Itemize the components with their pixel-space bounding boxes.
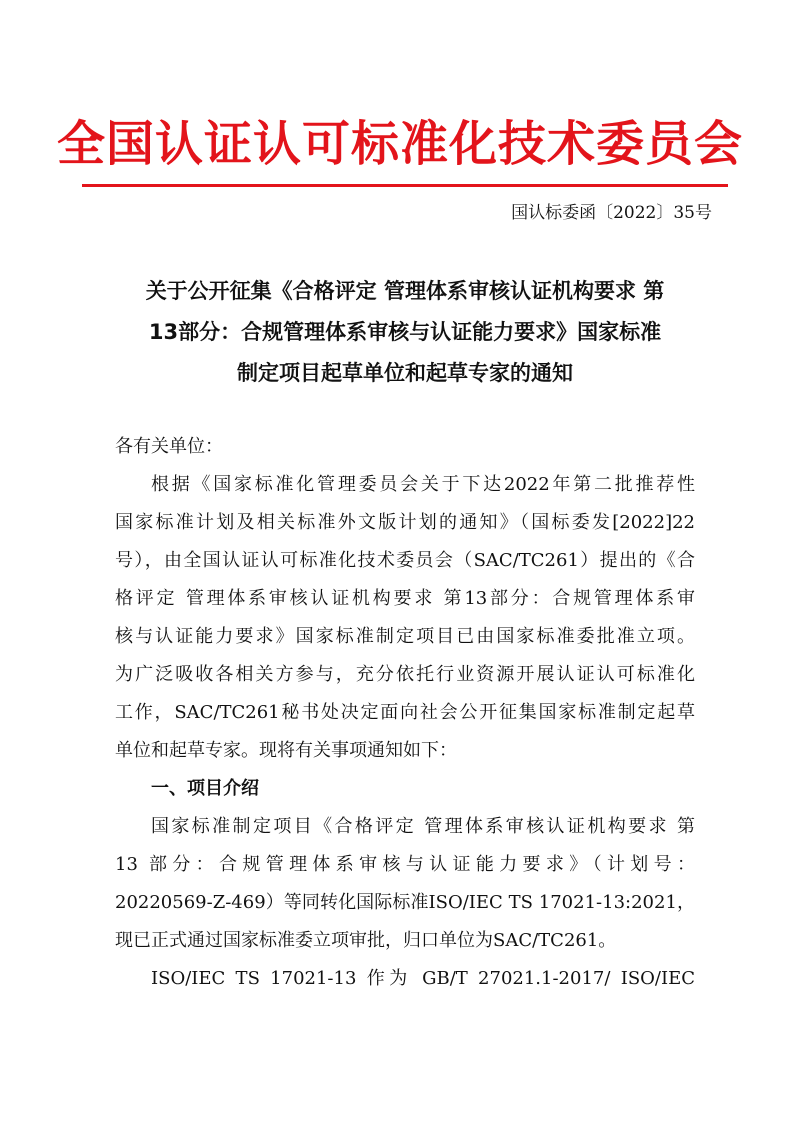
- paragraph-line: 核与认证能力要求》国家标准制定项目已由国家标准委批准立项。: [115, 626, 695, 647]
- paragraph-line: 工作，SAC/TC261秘书处决定面向社会公开征集国家标准制定起草: [115, 702, 695, 723]
- paragraph-line: ISO/IEC TS 17021-13 作为 GB/T 27021.1-2017/ ISO/IEC: [151, 968, 695, 989]
- paragraph-line: 号），由全国认证认可标准化技术委员会（SAC/TC261）提出的《合: [115, 550, 695, 571]
- notice-title-line: 关于公开征集《合格评定 管理体系审核认证机构要求 第: [145, 279, 665, 303]
- paragraph-line: 根据《国家标准化管理委员会关于下达2022年第二批推荐性: [151, 474, 695, 495]
- salutation: 各有关单位：: [115, 436, 223, 457]
- document-number: 国认标委函〔2022〕35号: [511, 203, 712, 223]
- paragraph-line: 单位和起草专家。现将有关事项通知如下：: [115, 740, 457, 761]
- notice-title-line: 13部分：合规管理体系审核与认证能力要求》国家标准: [148, 320, 662, 344]
- paragraph-line: 国家标准计划及相关标准外文版计划的通知》（国标委发[2022]22: [115, 512, 695, 533]
- section-heading: 一、项目介绍: [151, 778, 259, 799]
- paragraph-line: 为广泛吸收各相关方参与，充分依托行业资源开展认证认可标准化: [115, 664, 695, 685]
- paragraph-line: 20220569-Z-469）等同转化国际标准ISO/IEC TS 17021-13:2021，: [115, 892, 695, 913]
- org-header-title: 全国认证认可标准化技术委员会: [56, 116, 743, 172]
- notice-title: [100, 271, 710, 394]
- paragraph-line: 国家标准制定项目《合格评定 管理体系审核认证机构要求 第: [151, 816, 695, 837]
- red-divider-rule: [82, 184, 728, 187]
- notice-body: [115, 428, 695, 998]
- notice-title-line: 制定项目起草单位和起草专家的通知: [237, 361, 573, 385]
- paragraph-line: 13 部分：合规管理体系审核与认证能力要求》（计划号：: [115, 854, 695, 875]
- paragraph-line: 格评定 管理体系审核认证机构要求 第13部分：合规管理体系审: [115, 588, 695, 609]
- paragraph-line: 现已正式通过国家标准委立项审批，归口单位为SAC/TC261。: [115, 930, 617, 951]
